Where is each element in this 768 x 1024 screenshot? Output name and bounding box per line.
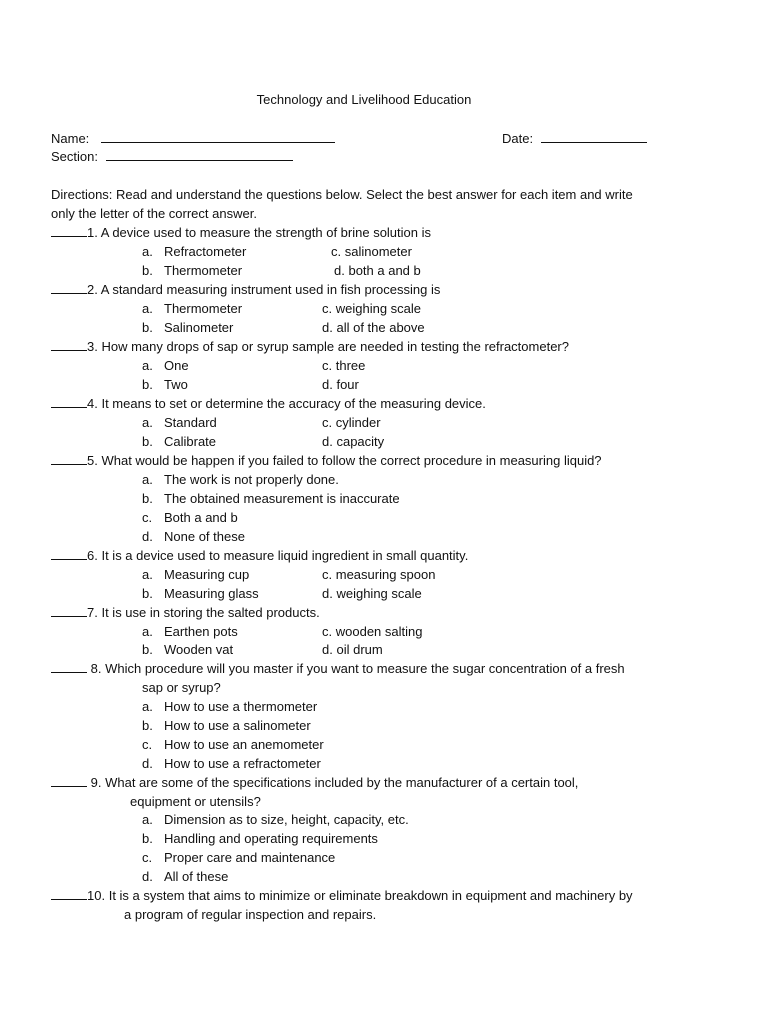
option: d. both a and b: [334, 263, 421, 278]
section-label: Section:: [51, 149, 98, 164]
date-blank[interactable]: [541, 130, 647, 143]
option: d. oil drum: [322, 642, 383, 657]
option: a. Earthen pots: [142, 624, 238, 639]
answer-blank[interactable]: [51, 887, 87, 900]
option: c. three: [322, 358, 366, 373]
answer-blank[interactable]: [51, 395, 87, 408]
option: b. Wooden vat: [142, 642, 234, 657]
option: b. Salinometer: [142, 320, 234, 335]
option: d. None of these: [142, 529, 245, 544]
option: c. salinometer: [331, 244, 412, 259]
answer-blank[interactable]: [51, 774, 87, 787]
option: a. Refractometer: [142, 244, 247, 259]
answer-blank[interactable]: [51, 452, 87, 465]
question-3: [51, 338, 569, 356]
option: a. Measuring cup: [142, 567, 250, 582]
option: c. cylinder: [322, 415, 381, 430]
question-text: A standard measuring instrument used in fish processing is: [100, 282, 441, 297]
question-text: It is a device used to measure liquid ingredient in small quantity.: [101, 548, 469, 563]
option: b. Two: [142, 377, 188, 392]
question-text: It is use in storing the salted products.: [101, 605, 320, 620]
option: b. Thermometer: [142, 263, 243, 278]
name-line: [51, 130, 335, 148]
option: c. wooden salting: [322, 624, 423, 639]
option: a. Standard: [142, 415, 217, 430]
question-6: [51, 547, 468, 565]
option: a. The work is not properly done.: [142, 472, 339, 487]
question-number: 7.: [87, 605, 98, 620]
option: c. How to use an anemometer: [142, 737, 324, 752]
question-text: Which procedure will you master if you want to measure the sugar concentration of a fresh: [105, 661, 625, 676]
option: d. All of these: [142, 869, 229, 884]
answer-blank[interactable]: [51, 224, 87, 237]
option: a. Dimension as to size, height, capacity, etc.: [142, 812, 409, 827]
option: a. Thermometer: [142, 301, 243, 316]
question-text: It means to set or determine the accuracy of the measuring device.: [101, 396, 486, 411]
question-8: [51, 660, 625, 678]
question-10-continuation: a program of regular inspection and repairs.: [124, 907, 377, 922]
question-number: 4.: [87, 396, 98, 411]
question-text: What are some of the specifications included by the manufacturer of a certain tool,: [105, 775, 579, 790]
answer-blank[interactable]: [51, 547, 87, 560]
question-number: 6.: [87, 548, 98, 563]
question-2: [51, 281, 440, 299]
question-9: [51, 774, 578, 792]
name-blank[interactable]: [101, 130, 335, 143]
option: d. four: [322, 377, 359, 392]
question-number: 10.: [87, 888, 106, 903]
question-10: [51, 887, 633, 905]
question-number: 2.: [87, 282, 98, 297]
question-number: 1.: [87, 225, 98, 240]
option: d. capacity: [322, 434, 385, 449]
question-number: 8.: [90, 661, 102, 676]
option: a. One: [142, 358, 189, 373]
option: b. The obtained measurement is inaccurate: [142, 491, 400, 506]
section-line: [51, 148, 293, 166]
section-blank[interactable]: [106, 148, 293, 161]
directions-line-1: Directions: Read and understand the questions below. Select the best answer for each item and write: [51, 187, 633, 202]
question-5: [51, 452, 602, 470]
option: a. How to use a thermometer: [142, 699, 318, 714]
answer-blank[interactable]: [51, 281, 87, 294]
option: b. Measuring glass: [142, 586, 259, 601]
answer-blank[interactable]: [51, 338, 87, 351]
option: c. measuring spoon: [322, 567, 436, 582]
question-number: 5.: [87, 453, 98, 468]
option: d. weighing scale: [322, 586, 422, 601]
question-number: 9.: [90, 775, 102, 790]
option: b. How to use a salinometer: [142, 718, 311, 733]
option: b. Calibrate: [142, 434, 217, 449]
question-text: A device used to measure the strength of brine solution is: [100, 225, 431, 240]
option: b. Handling and operating requirements: [142, 831, 378, 846]
date-line: [502, 130, 647, 148]
question-text: How many drops of sap or syrup sample are needed in testing the refractometer?: [101, 339, 569, 354]
question-9-continuation: equipment or utensils?: [130, 794, 261, 809]
option: d. all of the above: [322, 320, 425, 335]
question-text: It is a system that aims to minimize or eliminate breakdown in equipment and machinery by: [108, 888, 633, 903]
document-title: Technology and Livelihood Education: [256, 92, 472, 107]
option: c. weighing scale: [322, 301, 422, 316]
question-4: [51, 395, 486, 413]
answer-blank[interactable]: [51, 604, 87, 617]
option: d. How to use a refractometer: [142, 756, 321, 771]
directions-line-2: only the letter of the correct answer.: [51, 206, 257, 221]
question-number: 3.: [87, 339, 98, 354]
date-label: Date:: [502, 131, 534, 146]
question-7: [51, 604, 320, 622]
name-label: Name:: [51, 131, 90, 146]
answer-blank[interactable]: [51, 660, 87, 673]
option: c. Proper care and maintenance: [142, 850, 336, 865]
question-text: What would be happen if you failed to follow the correct procedure in measuring liquid?: [101, 453, 602, 468]
option: c. Both a and b: [142, 510, 238, 525]
question-8-continuation: sap or syrup?: [142, 680, 221, 695]
question-1: [51, 224, 431, 242]
